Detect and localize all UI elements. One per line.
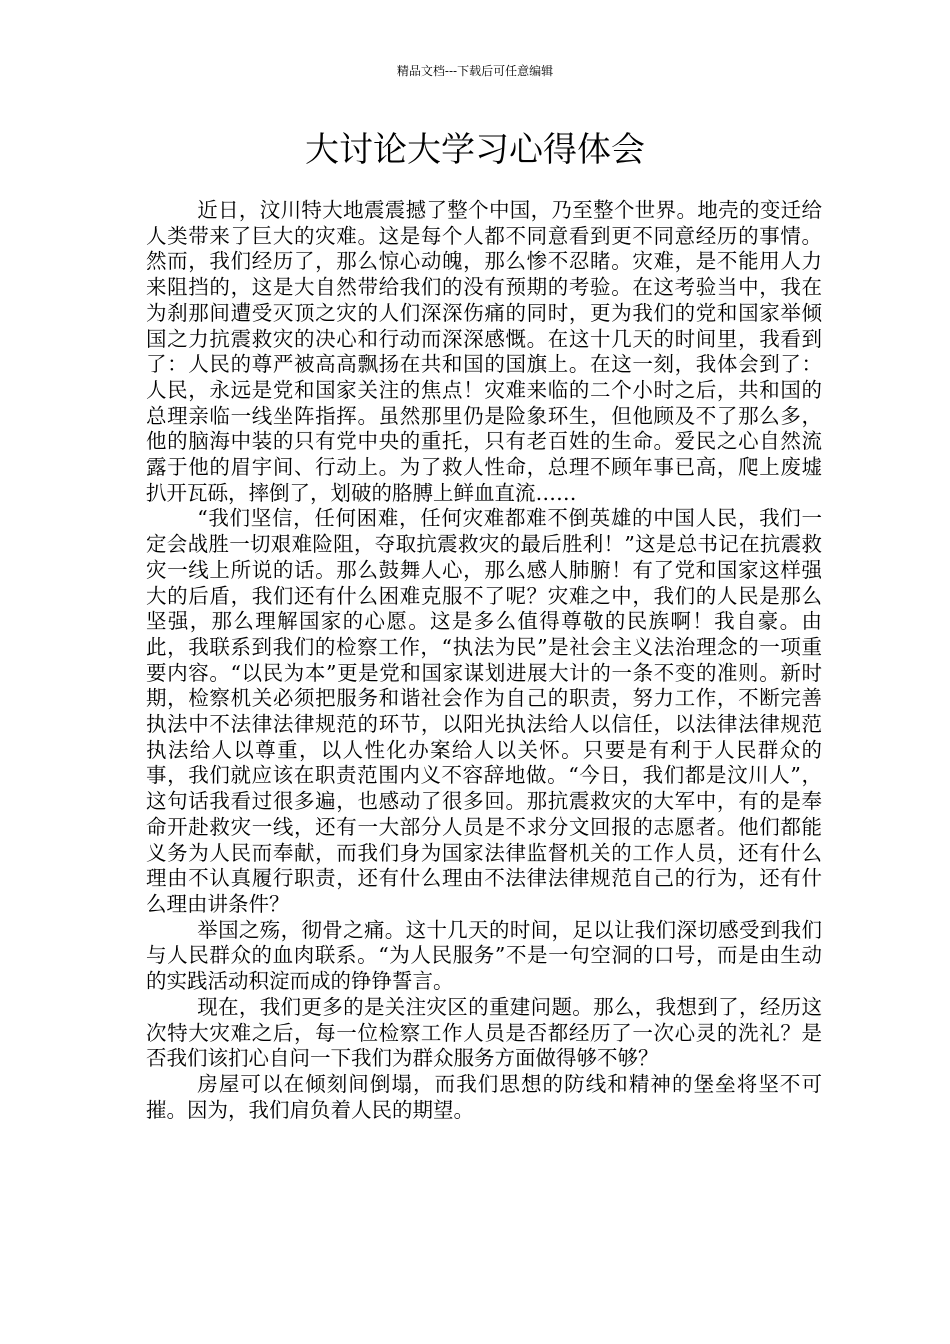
paragraph: 房屋可以在倾刻间倒塌，而我们思想的防线和精神的堡垒将坚不可摧。因为，我们肩负着人民的期望。 (146, 1071, 822, 1122)
page-header: 精品文档---下载后可任意编辑 (396, 64, 554, 78)
paragraph: 近日，汶川特大地震震撼了整个中国，乃至整个世界。地壳的变迁给人类带来了巨大的灾难。这是每个人都不同意看到更不同意经历的事情。然而，我们经历了，那么惊心动魄，那么惨不忍睹。灾难，是不能用人力来阻挡的，这是大自然带给我们的没有预期的考验。在这考验当中，我在为刹那间遭受灭顶之灾的人们深深伤痛的同时，更为我们的党和国家举倾国之力抗震救灾的决心和行动而深深感慨。在这十几天的时间里，我看到了：人民的尊严被高高飘扬在共和国的国旗上。在这一刻，我体会到了：人民，永远是党和国家关注的焦点！灾难来临的二个小时之后，共和国的总理亲临一线坐阵指挥。虽然那里仍是险象环生，但他顾及不了那么多，他的脑海中装的只有党中央的重托，只有老百姓的生命。爱民之心自然流露于他的眉宇间、行动上。为了救人性命，总理不顾年事已高，爬上废墟扒开瓦砾，摔倒了，划破的胳膊上鲜血直流…… (146, 198, 822, 505)
document-title: 大讨论大学习心得体会 (305, 130, 645, 170)
document-body (146, 198, 822, 1123)
paragraph: 举国之殇，彻骨之痛。这十几天的时间，足以让我们深切感受到我们与人民群众的血肉联系。“为人民服务”不是一句空洞的口号，而是由生动的实践活动积淀而成的铮铮誓言。 (146, 917, 822, 994)
paragraph: 现在，我们更多的是关注灾区的重建问题。那么，我想到了，经历这次特大灾难之后，每一位检察工作人员是否都经历了一次心灵的洗礼？是否我们该扪心自问一下我们为群众服务方面做得够不够？ (146, 994, 822, 1071)
paragraph: “我们坚信，任何困难，任何灾难都难不倒英雄的中国人民，我们一定会战胜一切艰难险阻，夺取抗震救灾的最后胜利！”这是总书记在抗震救灾一线上所说的话。那么鼓舞人心，那么感人肺腑！有了党和国家这样强大的后盾，我们还有什么困难克服不了呢？灾难之中，我们的人民是那么坚强，那么理解国家的心愿。这是多么值得尊敬的民族啊！我自豪。由此，我联系到我们的检察工作，“执法为民”是社会主义法治理念的一项重要内容。“以民为本”更是党和国家谋划进展大计的一条不变的准则。新时期，检察机关必须把服务和谐社会作为自己的职责，努力工作，不断完善执法中不法律法律规范的环节，以阳光执法给人以信任，以法律法律规范执法给人以尊重，以人性化办案给人以关怀。只要是有利于人民群众的事，我们就应该在职责范围内义不容辞地做。“今日，我们都是汶川人”，这句话我看过很多遍，也感动了很多回。那抗震救灾的大军中，有的是奉命开赴救灾一线，还有一大部分人员是不求分文回报的志愿者。他们都能义务为人民而奉献，而我们身为国家法律监督机关的工作人员，还有什么理由不认真履行职责，还有什么理由不法律法律规范自己的行为，还有什么理由讲条件？ (146, 506, 822, 916)
